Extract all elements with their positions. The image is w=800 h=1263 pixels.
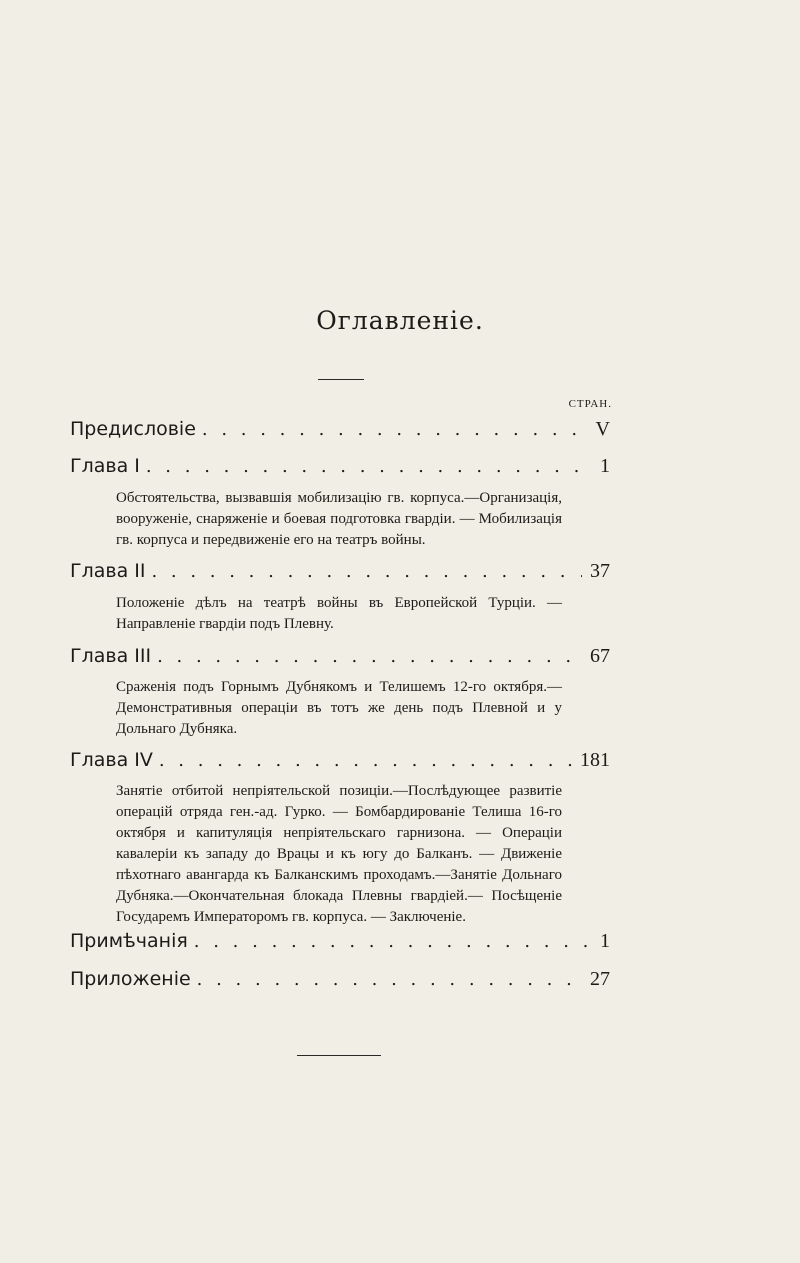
toc-entry-appendix[interactable]: [70, 968, 610, 991]
chapter-4-summary: Занятіе отбитой непріятельской позиціи.—Послѣдующее развитіе операцій отряда ген.-ад. Гурко. — Бомбардированіе Телиша 16-го октября и капитуляція непріятельскаго гарнизона. — Операціи кавалеріи къ западу до Врацы и къ югу до Балканъ. — Движеніе пѣхотнаго авангарда къ Балканскимъ проходамъ.—Занятіе Дольнаго Дубняка.—Окончательная блокада Плевны гвардіей.— Посѣщеніе Государемъ Императоромъ гв. корпуса. — Заключеніе.: [116, 783, 562, 925]
dot-leader: [159, 750, 572, 771]
toc-entry-page: 27: [590, 968, 610, 990]
toc-entry-page: 67: [590, 645, 610, 667]
bottom-divider: [297, 1055, 381, 1056]
toc-entry-page: 37: [590, 560, 610, 582]
page-title: Оглавленіе.: [316, 306, 484, 335]
title-divider: [318, 379, 364, 380]
toc-entry-chapter-3[interactable]: [70, 645, 610, 668]
toc-entry-chapter-4[interactable]: [70, 749, 610, 772]
dot-leader: [157, 646, 582, 667]
toc-entry-label: Глава IV: [70, 749, 153, 771]
chapter-3-summary: Сраженія подъ Горнымъ Дубнякомъ и Телишемъ 12-го октября.—Демонстративныя операціи въ тотъ же день подъ Плевной и у Дольнаго Дубняка.: [116, 679, 562, 737]
toc-entry-chapter-1[interactable]: [70, 455, 610, 478]
toc-entry-label: Примѣчанія: [70, 930, 188, 952]
chapter-1-summary: Обстоятельства, вызвавшія мобилизацію гв. корпуса.—Организація, вооруженіе, снаряженіе и боевая подготовка гвардіи. — Мобилизація гв. корпуса и передвиженіе его на театръ войны.: [116, 490, 562, 548]
toc-entry-label: Приложеніе: [70, 968, 191, 990]
toc-entry-label: Предисловіе: [70, 418, 196, 440]
dot-leader: [202, 419, 588, 440]
toc-entry-notes[interactable]: [70, 930, 610, 953]
toc-entry-page: 1: [600, 930, 610, 952]
toc-entry-page: 1: [600, 455, 610, 477]
dot-leader: [146, 456, 592, 477]
chapter-2-summary: Положеніе дѣлъ на театрѣ войны въ Европейской Турціи. — Направленіе гвардіи подъ Плевну.: [116, 595, 562, 632]
dot-leader: [194, 931, 592, 952]
page-column-label: СТРАН.: [568, 398, 612, 410]
dot-leader: [151, 561, 582, 582]
toc-entry-preface[interactable]: [70, 418, 610, 441]
toc-entry-chapter-2[interactable]: [70, 560, 610, 583]
toc-entry-label: Глава II: [70, 560, 146, 582]
toc-entry-label: Глава III: [70, 645, 152, 667]
toc-entry-label: Глава I: [70, 455, 140, 477]
dot-leader: [197, 969, 582, 990]
toc-entry-page: 181: [580, 749, 610, 771]
toc-entry-page: V: [595, 418, 610, 440]
